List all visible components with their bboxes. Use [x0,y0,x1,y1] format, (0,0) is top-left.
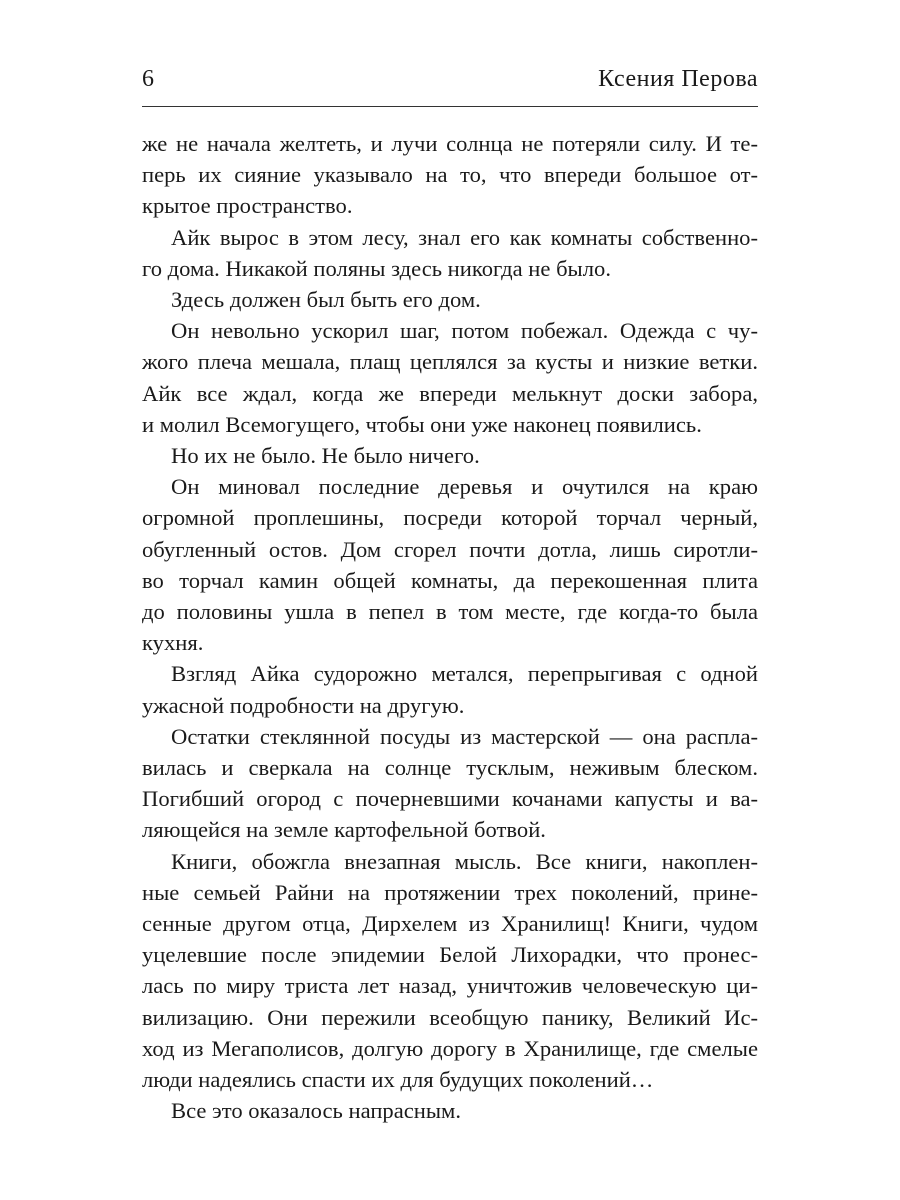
text-line: крытое пространство. [142,193,353,219]
paragraph [142,721,758,846]
text-line: Взгляд Айка судорожно метался, перепрыгивая с одной [171,661,758,687]
author-name: Ксения Перова [598,66,758,92]
text-line: Все это оказалось напрасным. [171,1098,461,1124]
running-head [142,66,758,100]
text-line: Он невольно ускорил шаг, потом побежал. Одежда с чу- [171,318,758,344]
text-line: и молил Всемогущего, чтобы они уже наконец появились. [142,411,702,437]
text-line: же не начала желтеть, и лучи солнца не потеряли силу. И те- [142,131,758,156]
paragraph [142,471,758,658]
text-line: уцелевшие после эпидемии Белой Лихорадки, что пронес- [142,942,758,968]
text-line: жого плеча мешала, плащ цеплялся за кусты и низкие ветки. [142,349,758,375]
paragraph [142,1095,758,1126]
text-line: обугленный остов. Дом сгорел почти дотла, лишь сиротли- [142,536,758,562]
text-line: ход из Мегаполисов, долгую дорогу в Хранилище, где смелые [142,1035,758,1061]
text-line: Книги, обожгла внезапная мысль. Все книги, накоплен- [171,848,758,874]
text-line: до половины ушла в пепел в том месте, где когда-то была [142,599,758,625]
text-line: ляющейся на земле картофельной ботвой. [142,817,546,843]
body-text [142,128,758,1127]
paragraph [142,222,758,284]
text-line: сенные другом отца, Дирхелем из Хранилищ! Книги, чудом [142,911,758,937]
text-line: Айк все ждал, когда же впереди мелькнут доски забора, [142,380,758,406]
paragraph [142,315,758,440]
paragraph [142,284,758,315]
paragraph [142,658,758,720]
text-line: ные семьей Райни на протяжении трех поколений, прине- [142,879,758,905]
text-line: перь их сияние указывало на то, что впереди большое от- [142,162,758,188]
text-line: Погибший огород с почерневшими кочанами капусты и ва- [142,786,758,812]
text-line: Здесь должен был быть его дом. [171,287,481,313]
paragraph [142,846,758,1096]
text-line: Айк вырос в этом лесу, знал его как комнаты собственно- [171,224,758,250]
text-line: Но их не было. Не было ничего. [171,443,480,469]
text-line: вилизацию. Они пережили всеобщую панику, Великий Ис- [142,1004,758,1030]
paragraph [142,128,758,222]
page-number: 6 [142,66,155,92]
text-line: го дома. Никакой поляны здесь никогда не было. [142,255,611,281]
text-line: Он миновал последние деревья и очутился на краю [171,474,758,500]
text-line: во торчал камин общей комнаты, да перекошенная плита [142,567,758,593]
text-line: Остатки стеклянной посуды из мастерской — она распла- [171,723,758,749]
text-line: люди надеялись спасти их для будущих поколений… [142,1067,654,1093]
text-line: вилась и сверкала на солнце тусклым, неживым блеском. [142,755,758,781]
text-line: ужасной подробности на другую. [142,692,465,718]
paragraph [142,440,758,471]
text-line: лась по миру триста лет назад, уничтожив человеческую ци- [142,973,758,999]
text-line: кухня. [142,630,204,656]
header-rule [142,106,758,107]
text-line: огромной проплешины, посреди которой торчал черный, [142,505,758,531]
